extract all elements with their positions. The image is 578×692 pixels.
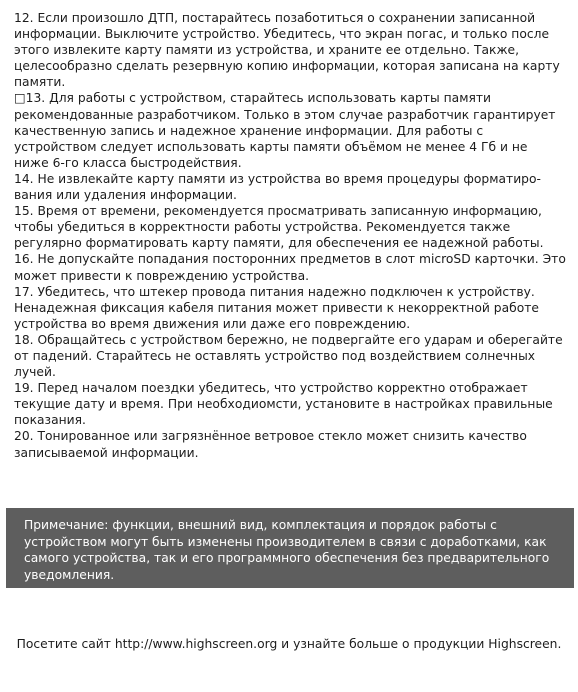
- instruction-item-14: 14. Не извлекайте карту памяти из устройства во время процедуры форматирования или удаления информации.: [14, 171, 541, 203]
- instruction-item-19: 19. Перед началом поездки убедитесь, что устройство корректно отображает текущие дату и время. При необходиомсти, установите в настройках правильные показания.: [14, 381, 553, 428]
- instruction-item-18: 18. Обращайтесь с устройством бережно, не подвергайте его ударам и оберегайте от падений. Старайтесь не оставлять устройство под воздействием солнечных лучей.: [14, 332, 563, 380]
- instruction-item-15: 15. Время от времени, рекомендуется просматривать записанную информацию, чтобы убедиться в корректности работы устройства. Рекомендуется также регулярно форматировать карту памяти, для обеспечения ее надежной работы.: [14, 204, 544, 251]
- note-text: Примечание: функции, внешний вид, комплектация и порядок работы с устройством могут быть изменены производителем в связи с доработками, как самого устройства, так и его программного обеспечения без предварительного уведомления.: [24, 518, 550, 582]
- instruction-item-16: 16. Не допускайте попадания посторонних предметов в слот microSD карточки. Это может привести к повреждению устройства.: [14, 252, 566, 283]
- note-box: [6, 508, 574, 588]
- footer-text: Посетите сайт http://www.highscreen.org и узнайте больше о продукции Highscreen.: [16, 637, 562, 651]
- instruction-item-12: 12. Если произошло ДТП, постарайтесь позаботиться о сохранении записанной информации. Выключите устройство. Убедитесь, что экран погас, и только после этого извлеките карту памяти из устройства, и храните ее отдельно. Также, целесообразно сделать резервную копию информации, которая записана на карту памяти.: [14, 11, 560, 90]
- instruction-item-17: 17. Убедитесь, что штекер провода питания надежно подключен к устройству. Ненадежная фиксация кабеля питания может привести к некорректной работе устройства во время движения или даже его повреждению.: [14, 284, 539, 331]
- instruction-item-13: □13. Для работы с устройством, старайтесь использовать карты памяти рекомендованные разработчиком. Только в этом случае разработчик гарантирует качественную запись и надежное хранение информации. Для работы с устройством следует использовать карты памяти объёмом не менее 4 Гб и не ниже 6-го класса быстродействия.: [14, 91, 556, 170]
- instruction-item-20: 20. Тонированное или загрязнённое ветровое стекло может снизить качество записываемой информации.: [14, 429, 527, 460]
- instructions-list: [14, 10, 566, 461]
